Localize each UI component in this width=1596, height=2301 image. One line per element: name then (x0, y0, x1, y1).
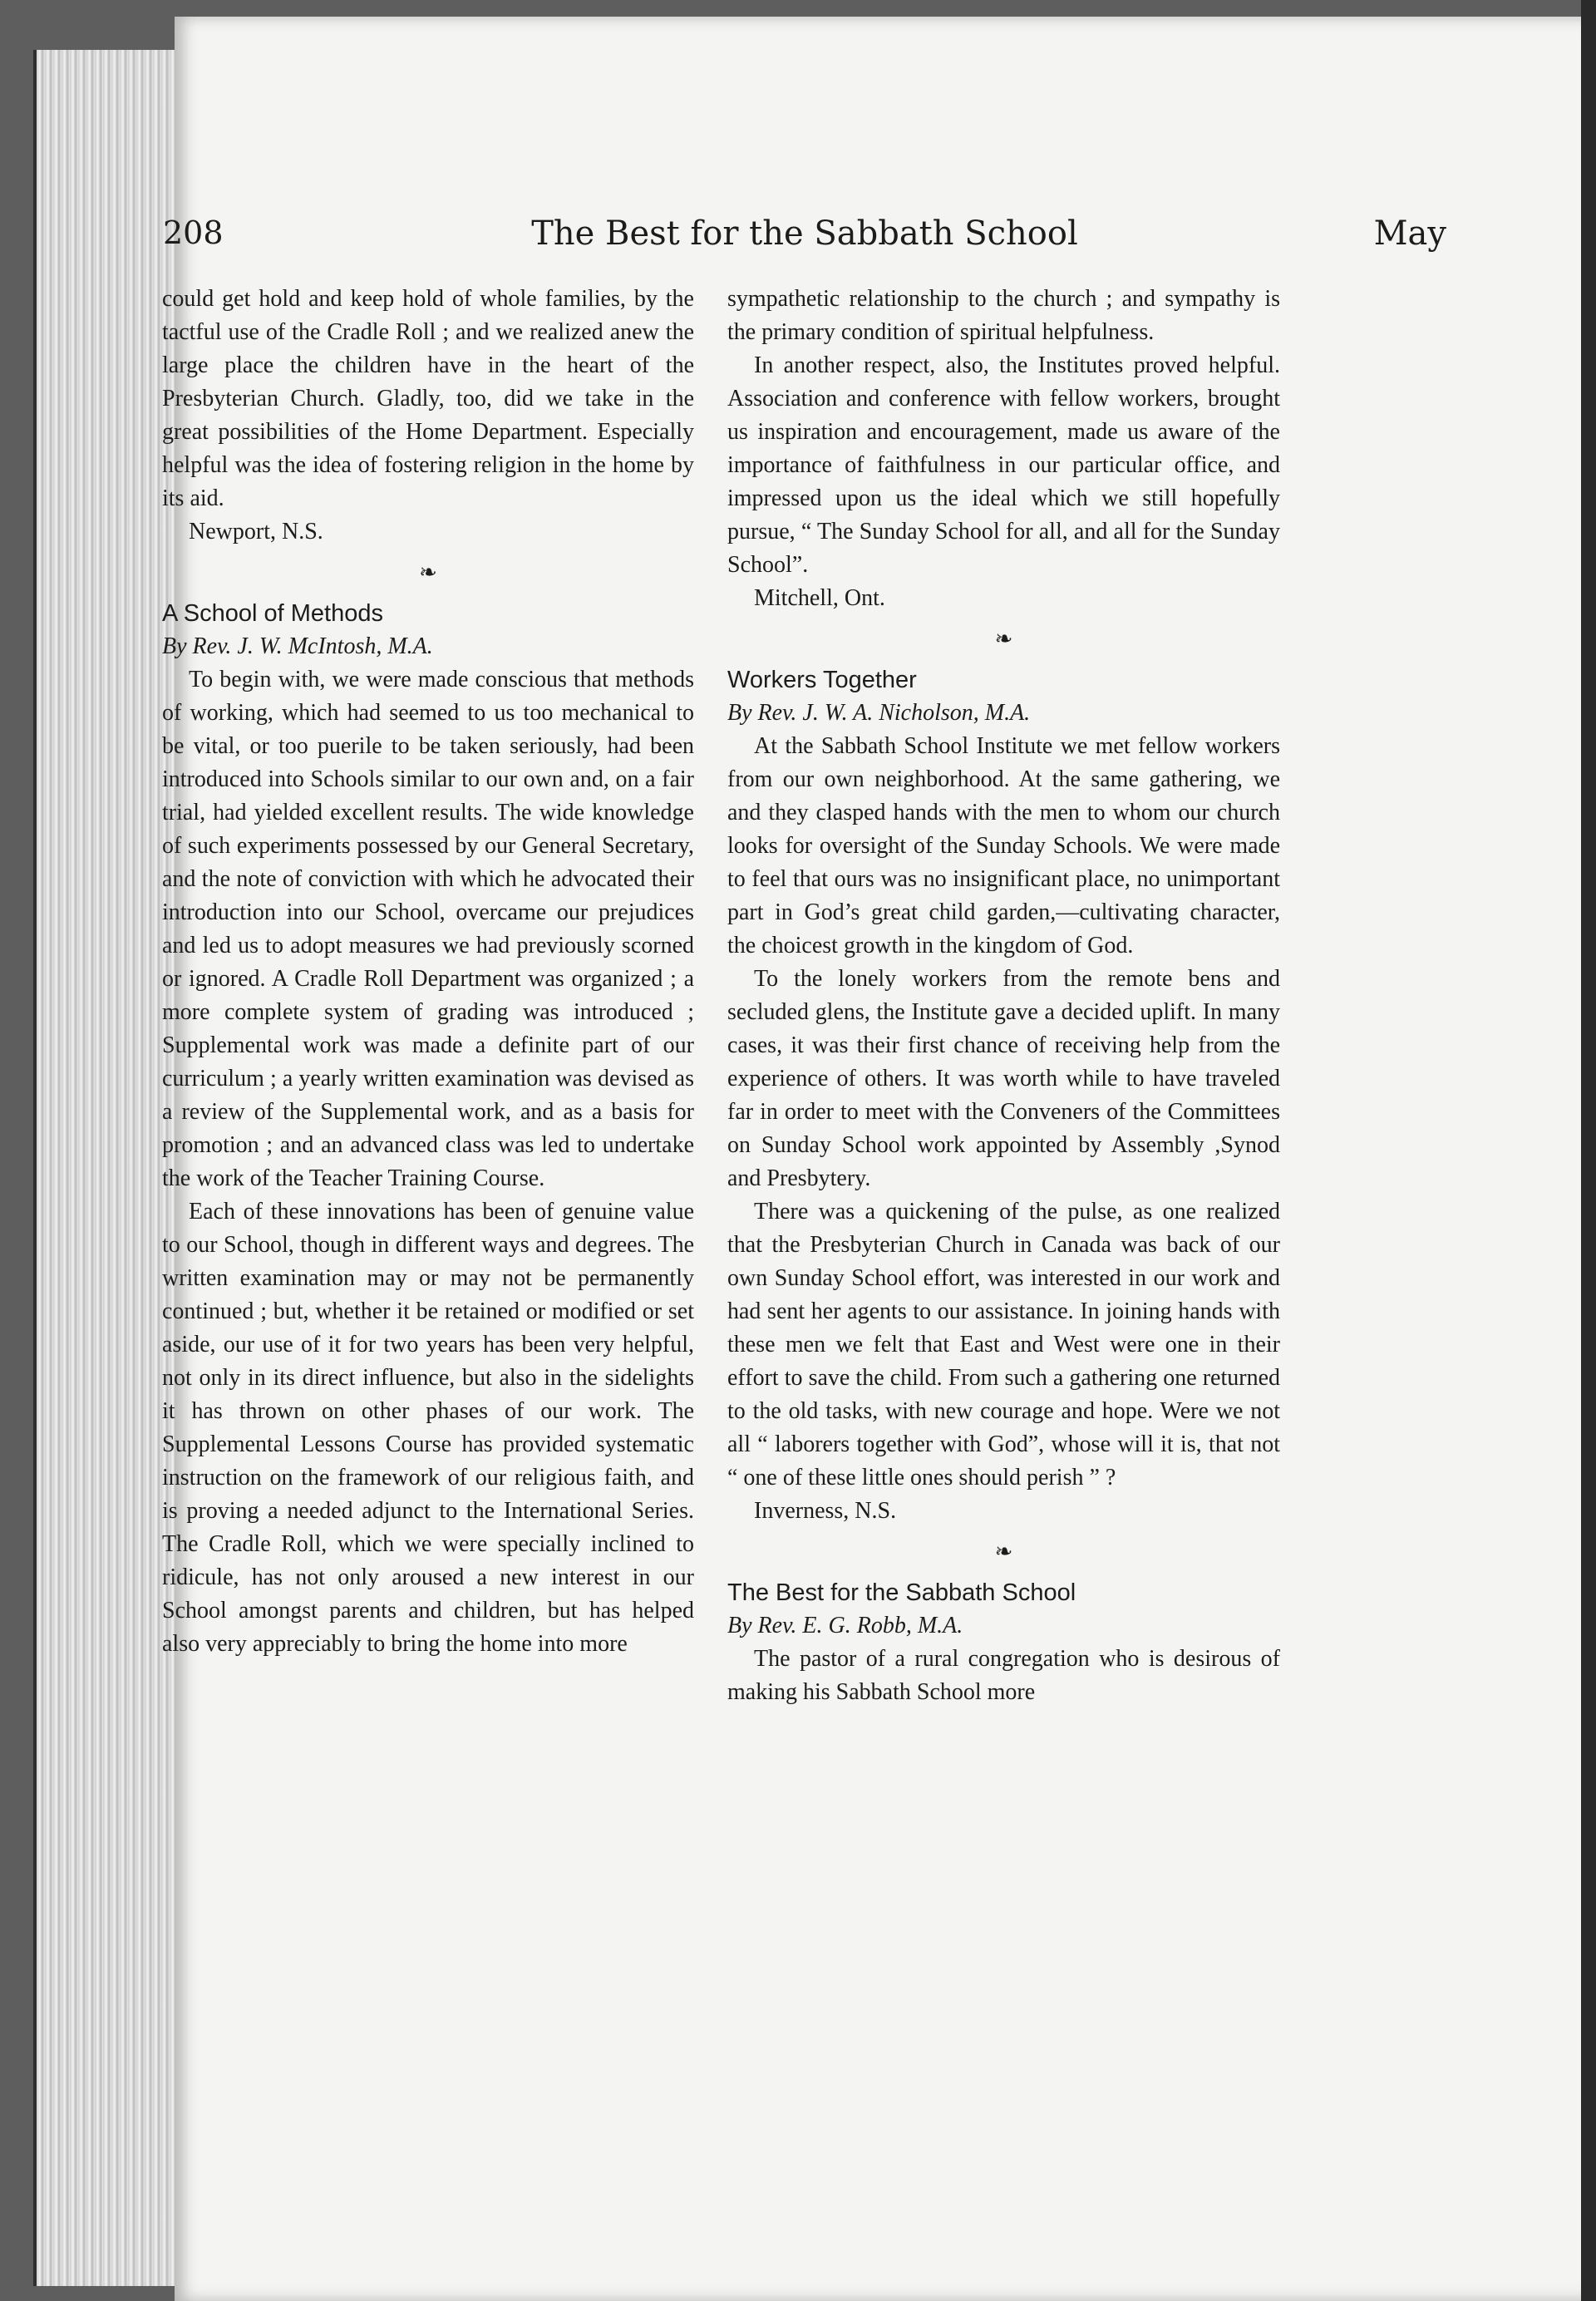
workers-paragraph-2: To the lonely workers from the remote bens and secluded glens, the Institute gave a decided uplift. In many cases, it was their first chance of receiving help from the experience of others. It was worth while to have traveled far in order to meet with the Conveners of the Committees on Sunday School work appointed by Assembly ,Synod and Presbytery. (727, 966, 1280, 1191)
fleuron-ornament: ❧ (994, 627, 1013, 651)
article-title-best: The Best for the Sabbath School (727, 1579, 1076, 1606)
best-paragraph-1: The pastor of a rural congregation who is desirous of making his Sabbath School more (727, 1646, 1280, 1705)
fleuron-ornament: ❧ (419, 560, 437, 584)
continuation-paragraph: sympathetic relationship to the church ; and sympathy is the primary condition of spiritual helpfulness. (727, 286, 1280, 345)
article-title-methods: A School of Methods (162, 600, 383, 627)
place-inverness: Inverness, N.S. (754, 1498, 897, 1524)
running-title: The Best for the Sabbath School (531, 214, 1078, 253)
byline-nicholson: By Rev. J. W. A. Nicholson, M.A. (727, 700, 1031, 726)
place-mitchell: Mitchell, Ont. (754, 585, 885, 611)
byline-robb: By Rev. E. G. Robb, M.A. (727, 1613, 963, 1638)
methods-paragraph-1: To begin with, we were made conscious that methods of working, which had seemed to us too mechanical to be vital, or too puerile to be taken seriously, had been introduced into Schools similar to our own and, on a fair trial, had yielded excellent results. The wide knowledge of such experiments possessed by our General Secretary, and the note of conviction with which he advocated their introduction into our School, overcame our prejudices and led us to adopt measures we had previously scorned or ignored. A Cradle Roll Department was organized ; a more complete system of grading was introduced ; Supplemental work was made a definite part of our curriculum ; a yearly written examination was devised as a review of the Supplemental work, and as a basis for promotion ; and an advanced class was led to undertake the work of the Teacher Training Course. (162, 667, 694, 1191)
page-number: 208 (163, 214, 224, 251)
left-column (162, 283, 694, 1661)
intro-paragraph: could get hold and keep hold of whole families, by the tactful use of the Cradle Roll ; and we realized anew the large place the children have in the heart of the Presbyterian Church. Gladly, too, did we take in the great possibilities of the Home Department. Especially helpful was the idea of fostering religion in the home by its aid. (162, 286, 694, 511)
fleuron-ornament: ❧ (994, 1540, 1013, 1564)
right-column (727, 283, 1280, 1709)
institutes-paragraph: In another respect, also, the Institutes proved helpful. Association and conference with fellow workers, brought us inspiration and encouragement, made us aware of the importance of faithfulness in our particular office, and impressed upon us the ideal which we still hopefully pursue, “ The Sunday School for all, and all for the Sunday School”. (727, 352, 1280, 578)
issue-month: May (1373, 214, 1446, 253)
byline-mcintosh: By Rev. J. W. McIntosh, M.A. (162, 633, 433, 659)
place-newport: Newport, N.S. (189, 519, 323, 544)
workers-paragraph-3: There was a quickening of the pulse, as one realized that the Presbyterian Church in Canada was back of our own Sunday School effort, was interested in our work and had sent her agents to our assistance. In joining hands with these men we felt that East and West were one in their effort to save the child. From such a gathering one returned to the old tasks, with new courage and hope. Were we not all “ laborers together with God”, whose will it is, that not “ one of these little ones should perish ” ? (727, 1199, 1280, 1490)
article-title-workers: Workers Together (727, 667, 917, 693)
workers-paragraph-1: At the Sabbath School Institute we met fellow workers from our own neighborhood. At the same gathering, we and they clasped hands with the men to whom our church looks for oversight of the Sunday Schools. We were made to feel that ours was no insignificant place, no unimportant part in God’s great child garden,—cultivating character, the choicest growth in the kingdom of God. (727, 733, 1280, 958)
scan-border (1581, 0, 1596, 2301)
methods-paragraph-2: Each of these innovations has been of genuine value to our School, though in different ways and degrees. The written examination may or may not be permanently continued ; but, whether it be retained or modified or set aside, our use of it for two years has been very helpful, not only in its direct influence, but also in the sidelights it has thrown on other phases of our work. The Supplemental Lessons Course has provided systematic instruction on the framework of our religious faith, and is proving a needed adjunct to the International Series. The Cradle Roll, which we were specially inclined to ridicule, has not only aroused a new interest in our School amongst parents and children, but has helped also very appreciably to bring the home into more (162, 1199, 694, 1657)
page-header (163, 214, 1446, 264)
